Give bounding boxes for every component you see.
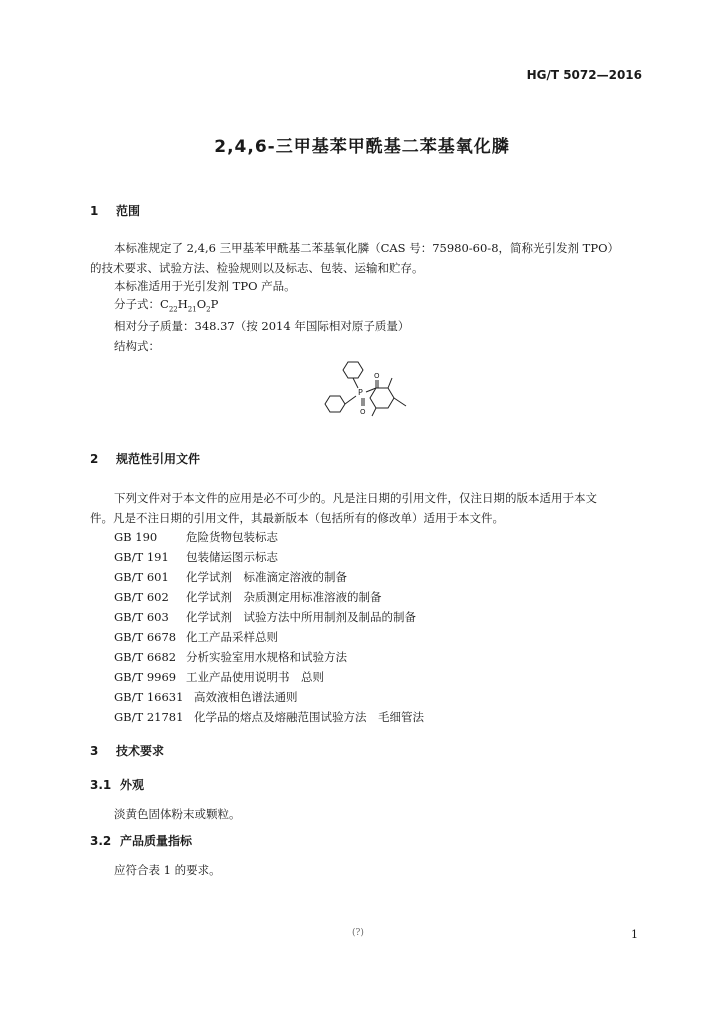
reference-item	[114, 709, 424, 725]
paragraph: 结构式：	[114, 339, 160, 353]
paragraph: 相对分子质量：348.37（按 2014 年国际相对原子质量）	[114, 319, 410, 333]
standard-code: HG/T 5072—2016	[526, 68, 642, 82]
footer-mark: (?)	[352, 928, 364, 938]
section-3-heading	[90, 742, 164, 759]
reference-item	[114, 649, 347, 665]
reference-title: 化学试剂 试验方法中所用制剂及制品的制备	[186, 610, 416, 624]
page-number: 1	[631, 928, 638, 941]
reference-item	[114, 689, 298, 705]
reference-item	[114, 609, 416, 625]
section-title: 外观	[120, 778, 145, 792]
oxygen-atom: O	[374, 372, 380, 380]
formula-element: H	[177, 297, 188, 311]
reference-code: GB/T 191	[114, 550, 169, 564]
section-number: 3.1	[90, 778, 112, 792]
reference-title: 化学品的熔点及熔融范围试验方法 毛细管法	[194, 710, 424, 724]
formula-subscript: 22	[168, 305, 178, 314]
mesityl-ring	[370, 388, 394, 408]
reference-item	[114, 529, 278, 545]
section-number: 1	[90, 204, 99, 218]
reference-code: GB/T 6682	[114, 650, 177, 664]
formula-label: 分子式：	[114, 297, 160, 311]
reference-code: GB/T 6678	[114, 630, 177, 644]
phenyl-ring	[325, 396, 345, 412]
paragraph: 本标准适用于光引发剂 TPO 产品。	[114, 279, 296, 293]
section-number: 2	[90, 452, 99, 466]
formula-subscript: 2	[206, 305, 211, 314]
reference-item	[114, 669, 324, 685]
section-title: 技术要求	[116, 744, 165, 758]
reference-item	[114, 549, 278, 565]
reference-item	[114, 589, 382, 605]
formula-subscript: 21	[187, 305, 197, 314]
paragraph: 应符合表 1 的要求。	[114, 863, 221, 877]
oxygen-atom: O	[360, 408, 366, 416]
section-1-heading	[90, 202, 140, 219]
structural-formula	[320, 358, 420, 428]
reference-title: 化学试剂 标准滴定溶液的制备	[186, 570, 347, 584]
section-title: 规范性引用文件	[116, 452, 201, 466]
reference-code: GB/T 603	[114, 610, 169, 624]
section-number: 3	[90, 744, 99, 758]
section-3-1-heading	[90, 776, 144, 793]
reference-title: 化学试剂 杂质测定用标准溶液的制备	[186, 590, 382, 604]
section-2-heading	[90, 450, 200, 467]
reference-code: GB/T 21781	[114, 710, 184, 724]
reference-title: 工业产品使用说明书 总则	[186, 670, 324, 684]
paragraph: 的技术要求、试验方法、检验规则以及标志、包装、运输和贮存。	[90, 261, 424, 275]
section-3-2-heading	[90, 832, 192, 849]
document-title: 2,4,6-三甲基苯甲酰基二苯基氧化膦	[214, 137, 510, 157]
formula-element: C	[160, 297, 169, 311]
reference-code: GB/T 601	[114, 570, 169, 584]
reference-code: GB/T 602	[114, 590, 169, 604]
reference-item	[114, 629, 278, 645]
reference-code: GB 190	[114, 530, 158, 544]
paragraph: 下列文件对于本文件的应用是必不可少的。凡是注日期的引用文件，仅注日期的版本适用于本文	[114, 491, 597, 505]
formula-element: P	[210, 297, 219, 311]
section-title: 范围	[116, 204, 141, 218]
reference-title: 包装储运图示标志	[186, 550, 278, 564]
molecular-formula	[114, 296, 218, 313]
reference-code: GB/T 16631	[114, 690, 184, 704]
reference-title: 分析实验室用水规格和试验方法	[186, 650, 347, 664]
phosphorus-atom: P	[358, 388, 363, 397]
formula-element: O	[196, 297, 207, 311]
paragraph: 件。凡是不注日期的引用文件，其最新版本（包括所有的修改单）适用于本文件。	[90, 511, 504, 525]
reference-item	[114, 569, 347, 585]
reference-title: 危险货物包装标志	[186, 530, 278, 544]
paragraph: 本标准规定了 2,4,6 三甲基苯甲酰基二苯基氧化膦（CAS 号：75980-60-8，简称光引发剂 TPO）	[114, 241, 620, 255]
phenyl-ring	[343, 362, 363, 378]
reference-code: GB/T 9969	[114, 670, 177, 684]
paragraph: 淡黄色固体粉末或颗粒。	[114, 807, 241, 821]
section-title: 产品质量指标	[120, 834, 193, 848]
reference-title: 高效液相色谱法通则	[194, 690, 298, 704]
reference-title: 化工产品采样总则	[186, 630, 278, 644]
section-number: 3.2	[90, 834, 112, 848]
